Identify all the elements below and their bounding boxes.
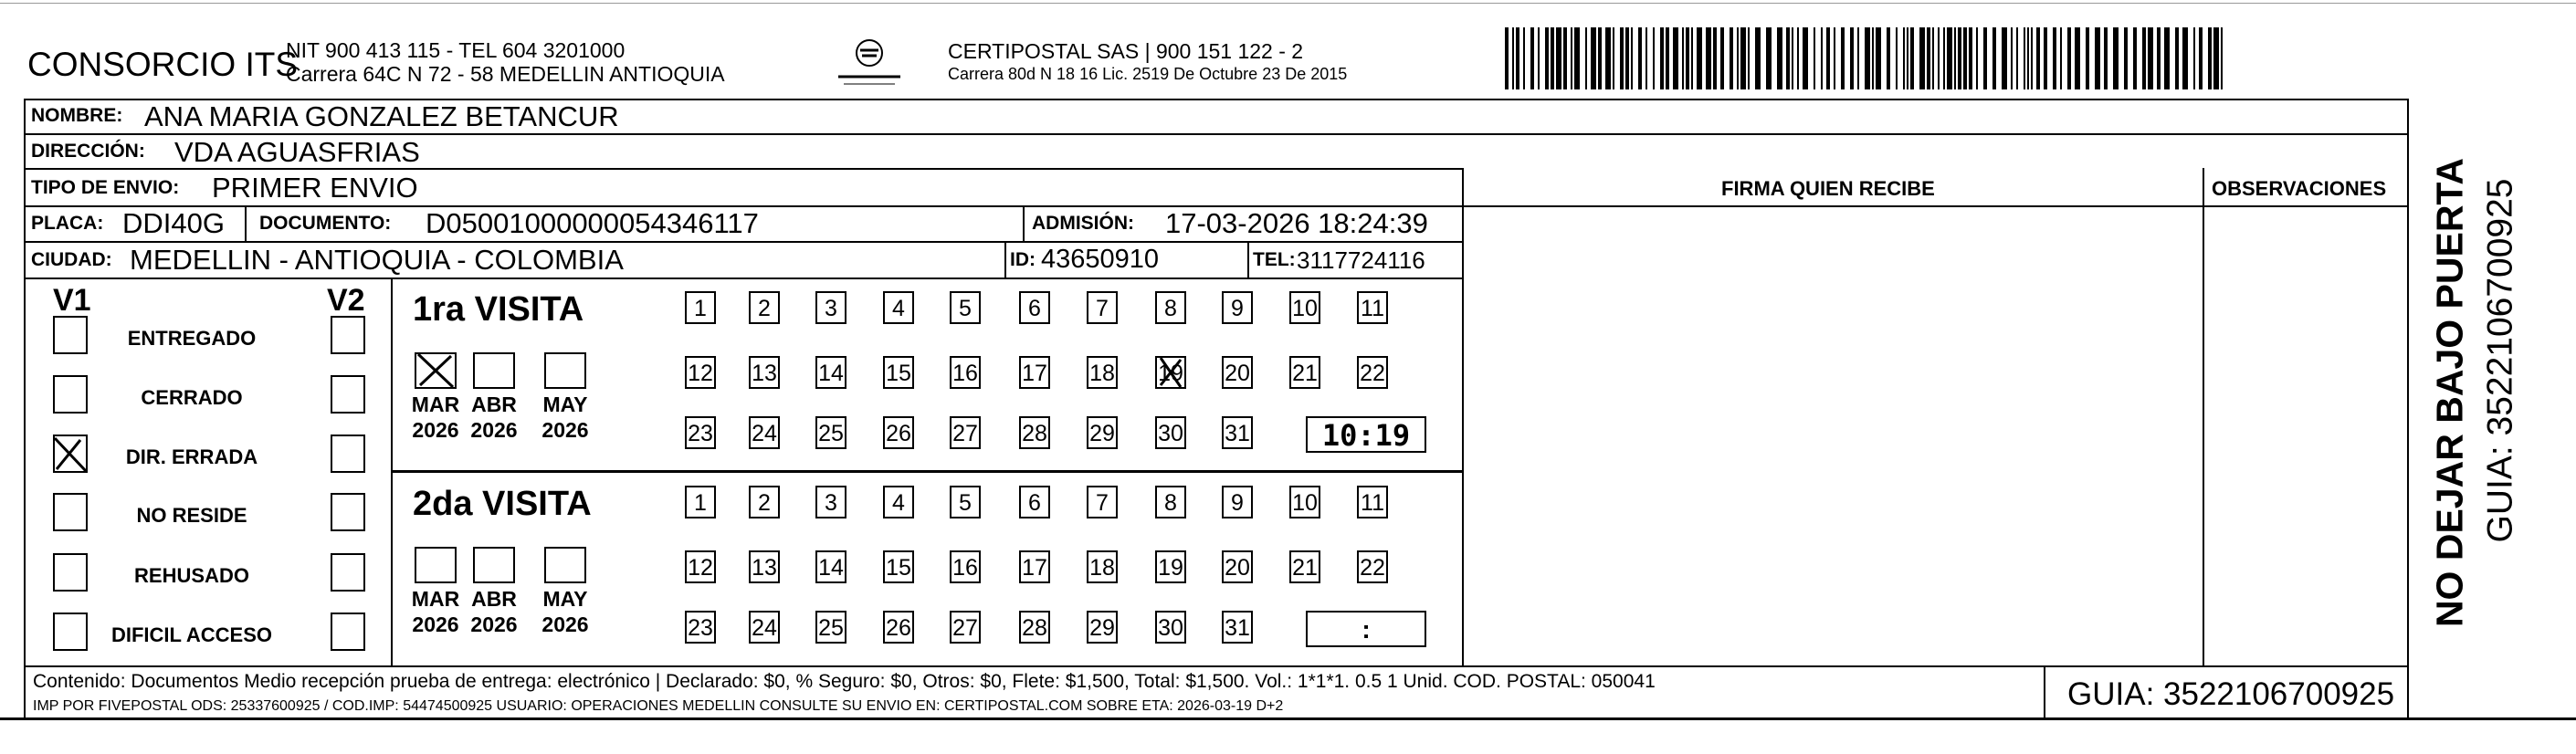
day-number: 15 [886, 361, 911, 386]
day-box[interactable] [883, 550, 914, 583]
day-box[interactable] [685, 356, 716, 389]
day-box[interactable] [1155, 611, 1186, 644]
visit-title: 1ra VISITA [413, 290, 584, 329]
day-number: 9 [1231, 490, 1244, 516]
day-box[interactable] [1155, 550, 1186, 583]
month-label: ABR [471, 587, 517, 611]
v1-checkbox[interactable] [53, 435, 88, 473]
month-label: MAY [542, 587, 588, 611]
tel-value: 3117724116 [1297, 246, 1425, 274]
status-label: NO RESIDE [136, 504, 247, 527]
day-box[interactable] [883, 291, 914, 324]
day-number: 9 [1231, 296, 1244, 321]
admision-value: 17-03-2026 18:24:39 [1165, 207, 1428, 239]
day-number: 22 [1360, 555, 1385, 581]
day-number: 6 [1028, 490, 1041, 516]
day-box[interactable] [1019, 416, 1050, 449]
v1-checkbox[interactable] [53, 613, 88, 651]
day-number: 11 [1361, 296, 1384, 321]
day-number: 18 [1089, 555, 1115, 581]
day-number: 1 [694, 490, 707, 516]
tel-label: TEL: [1253, 249, 1296, 270]
status-label: DIR. ERRADA [125, 445, 258, 468]
day-box[interactable] [749, 291, 780, 324]
day-number: 5 [959, 296, 972, 321]
day-number: 25 [818, 615, 844, 641]
day-box[interactable] [1019, 611, 1050, 644]
company-name: CONSORCIO ITS [27, 46, 299, 83]
day-number: 2 [758, 296, 771, 321]
month-checkbox[interactable] [415, 547, 457, 583]
day-box[interactable] [950, 611, 981, 644]
day-box[interactable] [1222, 291, 1253, 324]
check-mark-icon [1155, 356, 1186, 389]
day-box[interactable] [950, 486, 981, 518]
day-number: 26 [886, 615, 911, 641]
day-box[interactable] [1087, 416, 1118, 449]
day-box[interactable] [883, 356, 914, 389]
day-number: 5 [959, 490, 972, 516]
day-box[interactable] [1019, 486, 1050, 518]
company-nit: NIT 900 413 115 - TEL 604 3201000 [286, 38, 626, 62]
v2-checkbox[interactable] [331, 435, 365, 473]
day-number: 10 [1292, 490, 1318, 516]
day-number: 11 [1361, 490, 1384, 516]
nombre-value: ANA MARIA GONZALEZ BETANCUR [144, 100, 619, 132]
day-box[interactable] [1087, 486, 1118, 518]
footer-imp: IMP POR FIVEPOSTAL ODS: 25337600925 / COD.IMP: 54474500925 USUARIO: OPERACIONES MEDELLIN CONSULTE SU ENVIO EN: CERTIPOSTAL.COM SOBRE ETA: 2026-03-19 D+2 [33, 698, 1284, 714]
day-number: 19 [1158, 361, 1183, 386]
id-value: 43650910 [1041, 245, 1160, 274]
tipo-envio-label: TIPO DE ENVIO: [31, 177, 180, 198]
day-number: 3 [825, 490, 837, 516]
day-box[interactable] [1155, 486, 1186, 518]
side-guia: GUIA: 3522106700925 [2480, 178, 2520, 543]
day-number: 10 [1292, 296, 1318, 321]
day-number: 21 [1292, 361, 1318, 386]
day-box[interactable] [1222, 416, 1253, 449]
v2-checkbox[interactable] [331, 493, 365, 531]
day-box[interactable] [1019, 291, 1050, 324]
month-label: MAY [542, 393, 588, 416]
day-box[interactable] [1087, 291, 1118, 324]
tipo-envio-value: PRIMER ENVIO [212, 172, 418, 204]
month-label: MAR [411, 587, 460, 611]
visit-time-field[interactable]: : [1306, 611, 1426, 647]
firma-header: FIRMA QUIEN RECIBE [1721, 177, 1935, 200]
day-box[interactable] [1087, 611, 1118, 644]
admision-label: ADMISIÓN: [1032, 213, 1134, 234]
day-box[interactable] [815, 611, 846, 644]
day-box[interactable] [749, 550, 780, 583]
day-box[interactable] [1222, 550, 1253, 583]
day-number: 17 [1022, 555, 1047, 581]
carrier-license: Carrera 80d N 18 16 Lic. 2519 De Octubre 23 De 2015 [948, 65, 1348, 83]
v1-checkbox[interactable] [53, 493, 88, 531]
day-number: 29 [1089, 615, 1115, 641]
day-box[interactable] [1087, 550, 1118, 583]
day-number: 18 [1089, 361, 1115, 386]
company-address: Carrera 64C N 72 - 58 MEDELLIN ANTIOQUIA [286, 62, 725, 86]
day-number: 13 [752, 361, 777, 386]
day-number: 8 [1164, 296, 1177, 321]
day-number: 6 [1028, 296, 1041, 321]
day-box[interactable] [950, 416, 981, 449]
day-number: 3 [825, 296, 837, 321]
v1-checkbox[interactable] [53, 375, 88, 414]
placa-label: PLACA: [31, 213, 104, 234]
day-number: 31 [1225, 615, 1250, 641]
documento-label: DOCUMENTO: [259, 213, 392, 234]
day-box[interactable] [685, 550, 716, 583]
day-number: 7 [1096, 296, 1109, 321]
status-label: REHUSADO [134, 564, 249, 587]
nombre-label: NOMBRE: [31, 105, 123, 126]
day-number: 20 [1225, 555, 1250, 581]
day-box[interactable] [685, 611, 716, 644]
status-label: ENTREGADO [127, 327, 257, 350]
ciudad-label: CIUDAD: [31, 249, 112, 270]
day-box[interactable] [815, 550, 846, 583]
month-checkbox[interactable] [473, 352, 515, 389]
documento-value: D05001000000054346117 [426, 207, 759, 239]
day-number: 7 [1096, 490, 1109, 516]
day-number: 2 [758, 490, 771, 516]
day-number: 24 [752, 615, 777, 641]
day-box[interactable] [749, 356, 780, 389]
day-box[interactable] [883, 416, 914, 449]
check-mark-icon [415, 352, 457, 389]
day-number: 30 [1158, 615, 1183, 641]
day-box[interactable] [1357, 486, 1388, 518]
day-number: 23 [688, 615, 713, 641]
v2-checkbox[interactable] [331, 316, 365, 354]
day-box[interactable] [1357, 356, 1388, 389]
side-warning: NO DEJAR BAJO PUERTA [2428, 157, 2471, 628]
status-label: DIFICIL ACCESO [110, 623, 273, 646]
day-box[interactable] [685, 291, 716, 324]
direccion-value: VDA AGUASFRIAS [174, 136, 420, 168]
barcode [1505, 27, 2226, 89]
year-label: 2026 [412, 418, 459, 442]
day-box[interactable] [1087, 356, 1118, 389]
day-number: 17 [1022, 361, 1047, 386]
year-label: 2026 [541, 613, 589, 636]
day-number: 19 [1158, 555, 1183, 581]
day-box[interactable] [950, 356, 981, 389]
day-box[interactable] [685, 416, 716, 449]
v2-checkbox[interactable] [331, 375, 365, 414]
day-box[interactable] [685, 486, 716, 518]
day-box[interactable] [883, 486, 914, 518]
year-label: 2026 [541, 418, 589, 442]
day-box[interactable] [883, 611, 914, 644]
month-checkbox[interactable] [544, 547, 586, 583]
day-number: 24 [752, 421, 777, 446]
day-box[interactable] [1289, 486, 1320, 518]
v1-label: V1 [53, 283, 91, 318]
month-checkbox[interactable] [544, 352, 586, 389]
day-box[interactable] [950, 291, 981, 324]
day-number: 26 [886, 421, 911, 446]
year-label: 2026 [412, 613, 459, 636]
day-number: 15 [886, 555, 911, 581]
day-box[interactable] [749, 486, 780, 518]
day-number: 28 [1022, 421, 1047, 446]
v2-label: V2 [327, 283, 365, 318]
id-label: ID: [1010, 249, 1036, 270]
day-number: 21 [1292, 555, 1318, 581]
day-number: 4 [892, 490, 905, 516]
day-number: 8 [1164, 490, 1177, 516]
day-number: 28 [1022, 615, 1047, 641]
v2-checkbox[interactable] [331, 553, 365, 592]
day-number: 16 [952, 361, 978, 386]
day-number: 27 [952, 421, 978, 446]
month-checkbox[interactable] [473, 547, 515, 583]
day-box[interactable] [1357, 550, 1388, 583]
month-checkbox[interactable] [415, 352, 457, 389]
ciudad-value: MEDELLIN - ANTIOQUIA - COLOMBIA [130, 244, 624, 276]
footer-guia: GUIA: 3522106700925 [2067, 676, 2395, 712]
day-number: 27 [952, 615, 978, 641]
day-box[interactable] [1222, 486, 1253, 518]
day-box[interactable] [1155, 291, 1186, 324]
day-number: 30 [1158, 421, 1183, 446]
day-number: 23 [688, 421, 713, 446]
day-number: 20 [1225, 361, 1250, 386]
day-number: 14 [818, 361, 844, 386]
day-box[interactable] [1155, 416, 1186, 449]
day-number: 4 [892, 296, 905, 321]
day-box[interactable] [749, 416, 780, 449]
certipostal-logo [833, 37, 906, 89]
day-box[interactable] [815, 486, 846, 518]
day-box[interactable] [815, 416, 846, 449]
day-box[interactable] [1019, 550, 1050, 583]
day-number: 29 [1089, 421, 1115, 446]
day-number: 13 [752, 555, 777, 581]
v2-checkbox[interactable] [331, 613, 365, 651]
day-box[interactable] [1222, 356, 1253, 389]
month-label: ABR [471, 393, 517, 416]
footer-content: Contenido: Documentos Medio recepción prueba de entrega: electrónico | Declarado: $0, % Seguro: $0, Otros: $0, Flete: $1,500, Total: $1,500. Vol.: 1*1*1. 0.5 1 Unid. COD. POSTAL: 050041 [33, 671, 1656, 692]
day-box[interactable] [950, 550, 981, 583]
day-number: 12 [688, 555, 713, 581]
day-number: 1 [694, 296, 707, 321]
direccion-label: DIRECCIÓN: [31, 141, 145, 162]
day-box[interactable] [1289, 550, 1320, 583]
check-mark-icon [53, 435, 88, 473]
placa-value: DDI40G [122, 207, 225, 239]
status-label: CERRADO [141, 386, 243, 409]
observaciones-header: OBSERVACIONES [2212, 177, 2387, 200]
day-box[interactable] [1289, 356, 1320, 389]
visit-time-field[interactable]: 10:19 [1306, 416, 1426, 453]
day-number: 25 [818, 421, 844, 446]
visit-title: 2da VISITA [413, 485, 592, 523]
day-number: 16 [952, 555, 978, 581]
day-number: 14 [818, 555, 844, 581]
month-label: MAR [411, 393, 460, 416]
day-box[interactable] [815, 291, 846, 324]
year-label: 2026 [470, 418, 518, 442]
day-box[interactable] [1019, 356, 1050, 389]
day-box[interactable] [815, 356, 846, 389]
year-label: 2026 [470, 613, 518, 636]
day-number: 22 [1360, 361, 1385, 386]
day-box[interactable] [749, 611, 780, 644]
v1-checkbox[interactable] [53, 316, 88, 354]
carrier-name: CERTIPOSTAL SAS | 900 151 122 - 2 [948, 39, 1304, 63]
v1-checkbox[interactable] [53, 553, 88, 592]
day-box[interactable] [1222, 611, 1253, 644]
day-box[interactable] [1155, 356, 1186, 389]
day-number: 31 [1225, 421, 1250, 446]
day-number: 12 [688, 361, 713, 386]
day-box[interactable] [1357, 291, 1388, 324]
day-box[interactable] [1289, 291, 1320, 324]
